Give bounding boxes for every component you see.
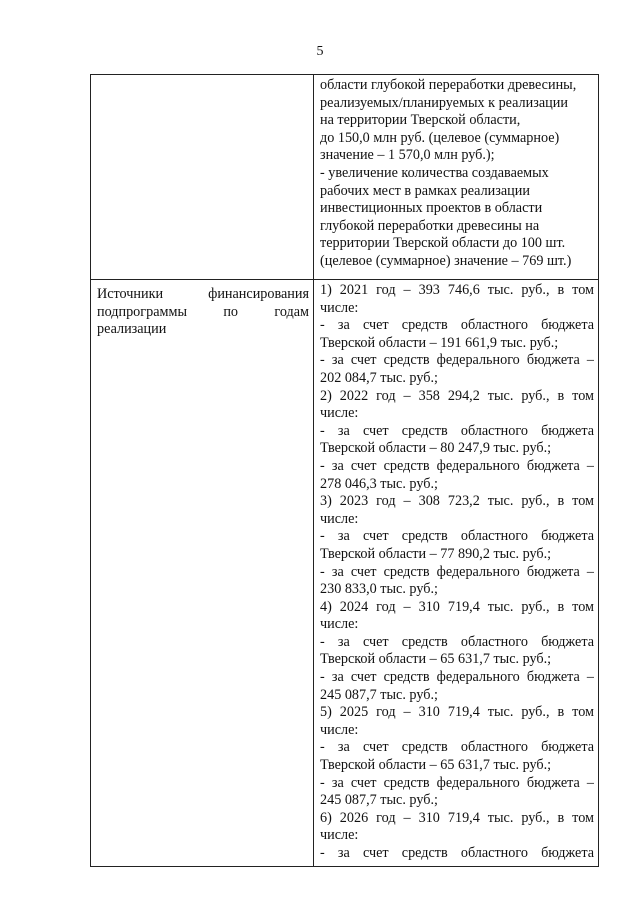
passport-table xyxy=(90,74,599,867)
text-line: 230 833,0 тыс. руб.; xyxy=(320,581,438,598)
text-line: 3) 2023 год – 308 723,2 тыс. руб., в том xyxy=(320,493,594,510)
text-line: 245 087,7 тыс. руб.; xyxy=(320,686,438,703)
table-cell-financing-label xyxy=(91,280,314,867)
text-line: рабочих мест в рамках реализации xyxy=(320,182,530,199)
text-line: инвестиционных проектов в области xyxy=(320,200,543,217)
text-line: Тверской области – 77 890,2 тыс. руб.; xyxy=(320,545,552,562)
text-line: 1) 2021 год – 393 746,6 тыс. руб., в том xyxy=(320,282,594,298)
text-line: области глубокой переработки древесины, xyxy=(320,77,577,93)
text-line: Источники финансирования xyxy=(97,286,309,302)
text-line: реализуемых/планируемых к реализации xyxy=(320,94,568,111)
text-line: 202 084,7 тыс. руб.; xyxy=(320,369,438,386)
target-indicators-text xyxy=(320,77,594,271)
text-line: - за счет средств областного бюджета xyxy=(320,317,594,334)
text-line: - за счет средств федерального бюджета – xyxy=(320,457,594,474)
text-line: 6) 2026 год – 310 719,4 тыс. руб., в том xyxy=(320,809,594,826)
text-line: Тверской области – 80 247,9 тыс. руб.; xyxy=(320,440,552,457)
financing-amounts-text xyxy=(320,282,594,863)
text-line: - за счет средств федерального бюджета – xyxy=(320,774,594,791)
text-line: 5) 2025 год – 310 719,4 тыс. руб., в том xyxy=(320,704,594,721)
text-line: реализации xyxy=(97,321,167,338)
text-line: - увеличение количества создаваемых xyxy=(320,164,549,181)
text-line: - за счет средств областного бюджета xyxy=(320,633,594,650)
table-row-targets xyxy=(91,75,599,280)
text-line: на территории Тверской области, xyxy=(320,112,521,129)
text-line: числе: xyxy=(320,405,359,422)
text-line: числе: xyxy=(320,827,359,844)
text-line: числе: xyxy=(320,299,359,316)
text-line: числе: xyxy=(320,510,359,527)
text-line: Тверской области – 191 661,9 тыс. руб.; xyxy=(320,334,559,351)
financing-label-text xyxy=(97,286,309,339)
text-line: территории Тверской области до 100 шт. xyxy=(320,235,566,252)
text-line: - за счет средств федерального бюджета – xyxy=(320,563,594,580)
text-line: - за счет средств областного бюджета xyxy=(320,422,594,439)
text-line: - за счет средств федерального бюджета – xyxy=(320,669,594,686)
text-line: глубокой переработки древесины на xyxy=(320,217,540,234)
table-cell-target-indicators xyxy=(314,75,599,280)
text-line: (целевое (суммарное) значение – 769 шт.) xyxy=(320,252,572,269)
text-line: - за счет средств областного бюджета xyxy=(320,528,594,545)
text-line: 4) 2024 год – 310 719,4 тыс. руб., в том xyxy=(320,598,594,615)
text-line: числе: xyxy=(320,616,359,633)
table-row-financing xyxy=(91,280,599,867)
text-line: - за счет средств областного бюджета xyxy=(320,845,594,861)
text-line: Тверской области – 65 631,7 тыс. руб.; xyxy=(320,757,552,774)
text-line: 245 087,7 тыс. руб.; xyxy=(320,792,438,809)
text-line: - за счет средств федерального бюджета – xyxy=(320,352,594,369)
table-cell-financing-amounts xyxy=(314,280,599,867)
table-cell-empty xyxy=(91,75,314,280)
text-line: значение – 1 570,0 млн руб.); xyxy=(320,147,495,164)
text-line: до 150,0 млн руб. (целевое (суммарное) xyxy=(320,129,560,146)
text-line: 2) 2022 год – 358 294,2 тыс. руб., в том xyxy=(320,387,594,404)
text-line: числе: xyxy=(320,721,359,738)
text-line: Тверской области – 65 631,7 тыс. руб.; xyxy=(320,651,552,668)
text-line: подпрограммы по годам xyxy=(97,303,309,320)
text-line: - за счет средств областного бюджета xyxy=(320,739,594,756)
page-number: 5 xyxy=(316,44,324,59)
text-line: 278 046,3 тыс. руб.; xyxy=(320,475,438,492)
